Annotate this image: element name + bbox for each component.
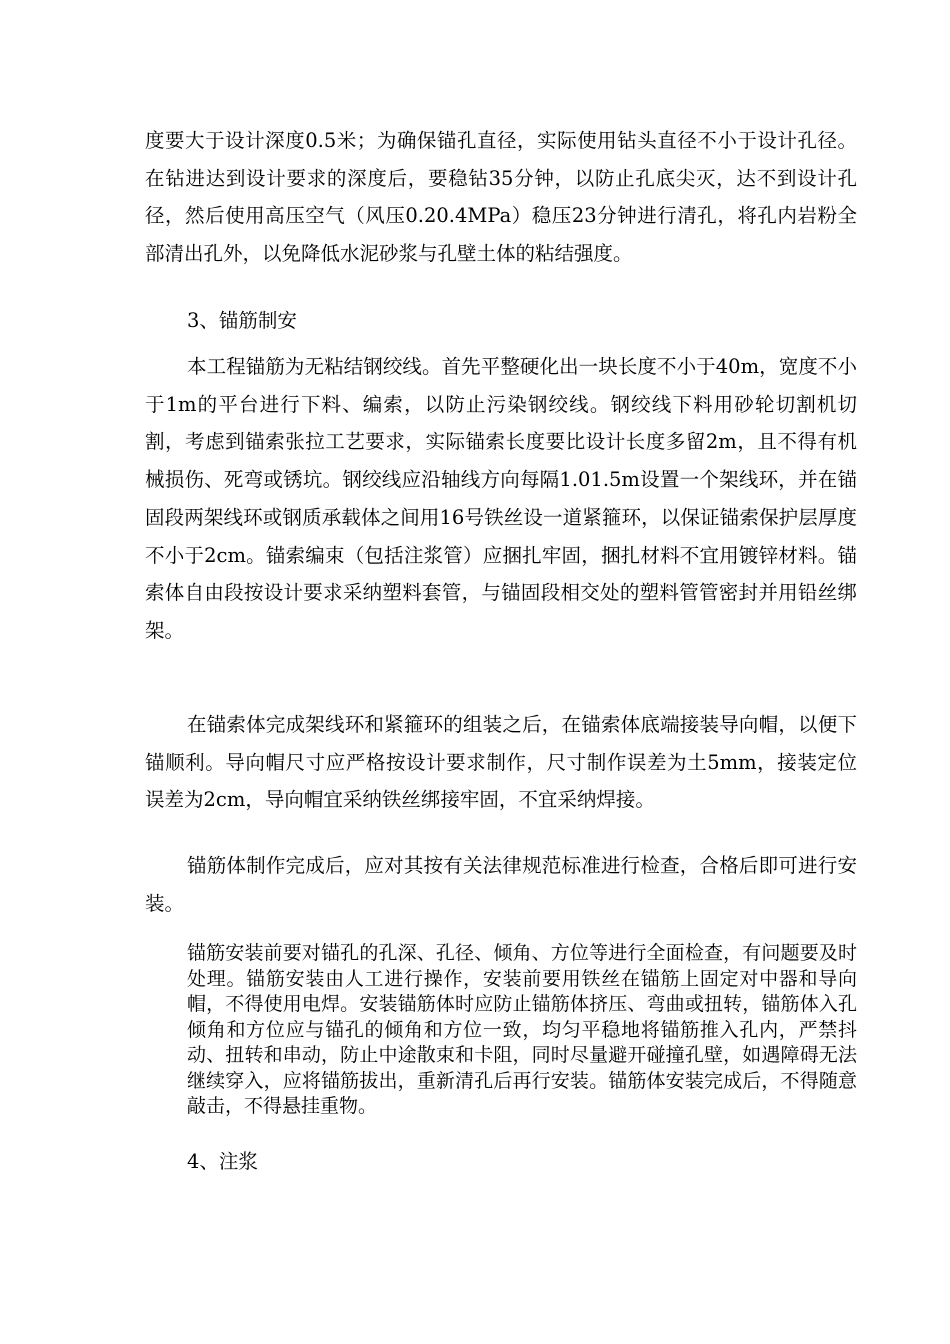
paragraph-drilling-depth: 度要大于设计深度0.5米；为确保锚孔直径，实际使用钻头直径不小于设计孔径。在钻进达到设计要求的深度后，要稳钻35分钟，以防止孔底尖灭，达不到设计孔径，然后使用高压空气（风压0.20.4MPa）稳压23分钟进行清孔，将孔内岩粉全部清出孔外，以免降低水泥砂浆与孔壁土体的粘结强度。 bbox=[145, 129, 857, 266]
paragraph-anchor-fabrication: 本工程锚筋为无粘结钢绞线。首先平整硬化出一块长度不小于40m，宽度不小于1m的平台进行下料、编索，以防止污染钢绞线。钢绞线下料用砂轮切割机切割，考虑到锚索张拉工艺要求，实际锚索长度要比设计长度多留2m，且不得有机械损伤、死弯或锈坑。钢绞线应沿轴线方向每隔1.01.5m设置一个架线环，并在锚固段两架线环或钢质承载体之间用16号铁丝设一道紧箍环，以保证锚索保护层厚度不小于2cm。锚索编束（包括注浆管）应捆扎牢固，捆扎材料不宜用镀锌材料。锚索体自由段按设计要求采纳塑料套管，与锚固段相交处的塑料管管密封并用铅丝绑架。 bbox=[145, 355, 857, 642]
paragraph-guide-cap: 在锚索体完成架线环和紧箍环的组装之后，在锚索体底端接装导向帽，以便下锚顺利。导向帽尺寸应严格按设计要求制作，尺寸制作误差为土5mm，接装定位误差为2cm，导向帽宜采纳铁丝绑接牢固，不宜采纳焊接。 bbox=[145, 713, 857, 812]
section-heading-anchor-installation: 3、锚筋制安 bbox=[187, 309, 297, 332]
section-heading-grouting: 4、注浆 bbox=[187, 1150, 258, 1173]
paragraph-anchor-placement: 锚筋安装前要对锚孔的孔深、孔径、倾角、方位等进行全面检查，有问题要及时处理。锚筋安装由人工进行操作，安装前要用铁丝在锚筋上固定对中器和导向帽，不得使用电焊。安装锚筋体时应防止锚筋体挤压、弯曲或扭转，锚筋体入孔倾角和方位应与锚孔的倾角和方位一致，均匀平稳地将锚筋推入孔内，严禁抖动、扭转和串动，防止中途散束和卡阻，同时尽量避开碰撞孔壁，如遇障碍无法继续穿入，应将锚筋拔出，重新清孔后再行安装。锚筋体安装完成后，不得随意敲击，不得悬挂重物。 bbox=[187, 942, 857, 1117]
paragraph-inspection: 锚筋体制作完成后，应对其按有关法律规范标准进行检查，合格后即可进行安装。 bbox=[145, 854, 857, 915]
